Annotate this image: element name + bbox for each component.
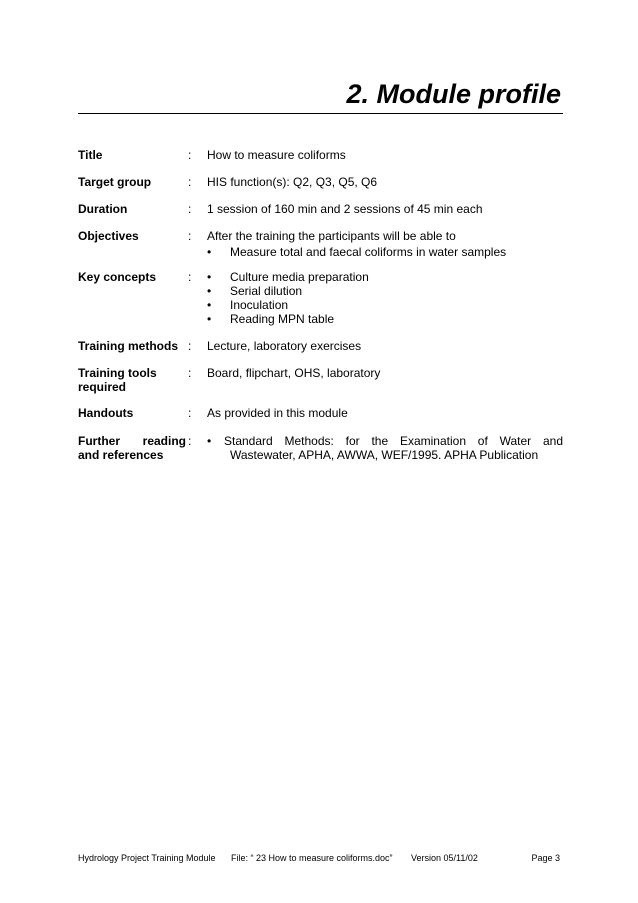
label-title: Title [78, 148, 103, 162]
colon: : [188, 148, 192, 162]
list-item [207, 298, 563, 312]
label-objectives: Objectives [78, 229, 139, 243]
concept-item: Reading MPN table [230, 312, 335, 326]
label-duration: Duration [78, 202, 128, 216]
label-line: required [78, 380, 127, 394]
footer-file: File: “ 23 How to measure coliforms.doc” [231, 853, 393, 863]
value-objectives [207, 229, 563, 259]
concept-item: Serial dilution [230, 284, 303, 298]
value-training-tools: Board, flipchart, OHS, laboratory [207, 366, 381, 380]
bullet-icon: • [207, 245, 212, 259]
label-line: Training tools [78, 366, 157, 380]
bullet-icon: • [207, 284, 212, 298]
colon: : [188, 366, 192, 380]
value-training-methods: Lecture, laboratory exercises [207, 339, 362, 353]
colon: : [188, 270, 192, 284]
concept-item: Culture media preparation [230, 270, 369, 284]
objective-item: Measure total and faecal coliforms in water samples [230, 245, 507, 259]
objectives-intro: After the training the participants will be able to [207, 229, 456, 243]
label-target-group: Target group [78, 175, 152, 189]
colon: : [188, 339, 192, 353]
value-further-reading [207, 434, 563, 462]
colon: : [188, 202, 192, 216]
colon: : [188, 434, 192, 448]
reference-line: Standard Methods: for the Examination of Water and [224, 434, 563, 448]
bullet-icon: • [207, 270, 212, 284]
label-handouts: Handouts [78, 406, 134, 420]
footer-module: Hydrology Project Training Module [78, 853, 216, 863]
label-key-concepts: Key concepts [78, 270, 157, 284]
label-training-tools [78, 366, 186, 394]
list-item [207, 270, 563, 284]
value-key-concepts [207, 270, 563, 326]
value-duration: 1 session of 160 min and 2 sessions of 45 min each [207, 202, 483, 216]
label-further-reading [78, 434, 186, 462]
list-item [207, 434, 563, 462]
reference-line: Wastewater, APHA, AWWA, WEF/1995. APHA Publication [230, 448, 539, 462]
colon: : [188, 406, 192, 420]
bullet-icon: • [207, 298, 212, 312]
footer-version: Version 05/11/02 [411, 853, 478, 863]
value-title: How to measure coliforms [207, 148, 346, 162]
list-item [207, 312, 563, 326]
value-handouts: As provided in this module [207, 406, 348, 420]
heading-text: 2. Module profile [346, 79, 561, 109]
label-line: Further reading [78, 434, 186, 448]
bullet-icon: • [207, 312, 212, 326]
page-heading [78, 78, 563, 114]
footer-page: Page 3 [531, 853, 560, 863]
bullet-icon: • [207, 434, 212, 448]
list-item [207, 284, 563, 298]
label-line: and references [78, 448, 164, 462]
list-item [207, 245, 563, 259]
value-target-group: HIS function(s): Q2, Q3, Q5, Q6 [207, 175, 378, 189]
colon: : [188, 175, 192, 189]
label-training-methods: Training methods [78, 339, 179, 353]
colon: : [188, 229, 192, 243]
concept-item: Inoculation [230, 298, 289, 312]
